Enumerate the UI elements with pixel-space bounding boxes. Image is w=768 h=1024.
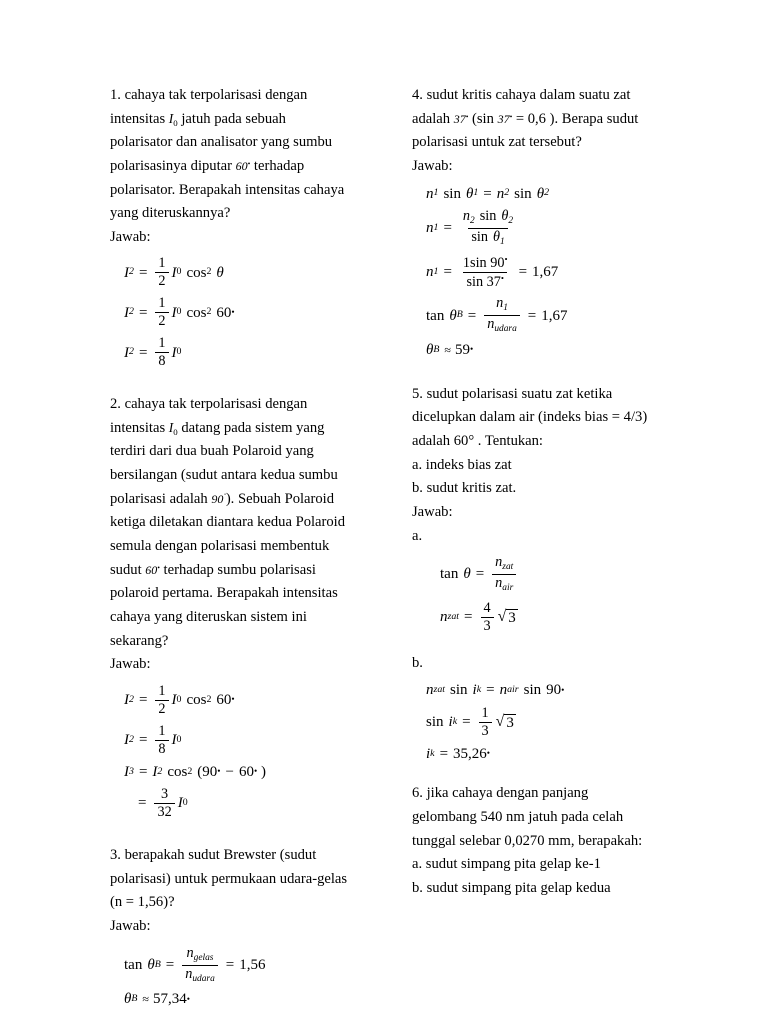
problem-3 — [110, 844, 368, 1008]
problem-4-eq-4: tan θ B = $\frac{n_1}{n_{udara}}$ = 1,67 — [426, 295, 568, 335]
p4-line2a: adalah — [412, 110, 451, 127]
p4-line2b: (sin — [472, 110, 494, 127]
problem-2-eq-4: = $\frac{3}{32}$ I 0 — [138, 786, 188, 821]
p3-line3: (n = 1,56)? — [110, 894, 175, 911]
problem-4-eq-3: n 1 = $\frac{1\sin 90^•}{\sin 37^•}$ = 1,67 — [426, 253, 559, 290]
column-left — [110, 84, 368, 1022]
p5-line3: adalah 60° . Tentukan: — [412, 432, 543, 449]
p2-line1: 2. cahaya tak terpolarisasi dengan — [110, 396, 308, 413]
problem-5-eq-a2: n zat = $\frac{4}{3}$ √ 3 — [440, 599, 516, 634]
problem-5-eq-b1: n zat sin i k = n air sin 90 • — [426, 682, 565, 699]
problem-3-jawab-label: Jawab: — [110, 918, 151, 935]
problem-6 — [412, 782, 670, 900]
value-37-deg: 37• — [453, 111, 469, 126]
problem-1 — [110, 84, 368, 369]
value-60-deg-2: 60• — [145, 562, 160, 577]
p5-line2: dicelupkan dalam air (indeks bias = 4/3) — [412, 409, 648, 426]
problem-6-text — [412, 782, 670, 900]
p3-line1: 3. berapakah sudut Brewster (sudut — [110, 847, 317, 864]
p2-line6: ketiga diletakan diantara kedua Polaroid — [110, 514, 346, 531]
problem-5-eq-b2: sin i k = $\frac{1}{3}$ √ 3 — [426, 704, 514, 739]
p4-line1: 4. sudut kritis cahaya dalam suatu zat — [412, 87, 631, 103]
p2-line9: polaroid pertama. Berapakah intensitas — [110, 585, 338, 602]
p6-line5: b. sudut simpang pita gelap kedua — [412, 879, 611, 896]
problem-4-eq-5: θ B ≈ 59 • — [426, 342, 474, 359]
problem-4-jawab-label: Jawab: — [412, 157, 453, 174]
p4-line3: polarisasi untuk zat tersebut? — [412, 134, 582, 151]
problem-1-eq-3: I 2 = $\frac{1}{8}$ I 0 — [124, 335, 182, 370]
problem-5-part-a-label: a. — [412, 527, 423, 544]
symbol-I0-2: $I_0$ — [168, 419, 178, 437]
problem-1-eq-2: I 2 = $\frac{1}{2}$ I 0 cos 2 60 • — [124, 295, 235, 330]
p2-line10: cahaya yang diteruskan sistem ini — [110, 608, 307, 625]
p1-line4b: terhadap — [253, 157, 305, 174]
p2-line3: terdiri dari dua buah Polaroid yang — [110, 443, 314, 460]
problem-2-text — [110, 393, 368, 653]
problem-4-eq-2: n 1 = $\frac{n_2 \sin \theta_2}{\sin \theta_1}$ — [426, 208, 514, 247]
p4-line2c: = 0,6 ). Berapa sudut — [515, 110, 639, 127]
p1-line6: yang diteruskannya? — [110, 205, 231, 222]
p2-line2a: intensitas — [110, 419, 166, 436]
problem-4-eq-1: n 1 sin θ 1 = n 2 sin θ 2 — [426, 185, 549, 202]
problem-5-part-b-label: b. — [412, 654, 423, 671]
problem-5-eq-b3: i k = 35,26 • — [426, 745, 491, 762]
problem-5 — [412, 383, 670, 763]
column-right — [412, 84, 670, 1022]
problem-1-eq-1: I 2 = $\frac{1}{2}$ I 0 cos 2 θ — [124, 255, 224, 290]
p2-line11: sekarang? — [110, 632, 169, 649]
p2-line5a: polarisasi adalah — [110, 490, 208, 507]
p2-line8a: sudut — [110, 561, 142, 578]
symbol-I0: $I_0$ — [168, 110, 178, 128]
problem-5-jawab-label: Jawab: — [412, 503, 453, 520]
problem-3-eq-2: θ B ≈ 57,34 • — [124, 991, 191, 1008]
p1-line4a: polarisasinya diputar — [110, 157, 232, 174]
problem-2-eq-3: I 3 = I 2 cos 2 (90 • − 60 • ) — [124, 763, 267, 780]
two-column-layout — [110, 84, 670, 1022]
p2-line7: semula dengan polarisasi membentuk — [110, 538, 330, 555]
sqrt-3-a: √ 3 — [497, 608, 516, 627]
problem-3-text — [110, 844, 368, 915]
p6-line3: tunggal selebar 0,0270 mm, berapakah: — [412, 832, 643, 849]
value-60-deg: 60• — [235, 158, 251, 173]
p1-line2b: jatuh pada sebuah — [181, 110, 286, 127]
p1-line2a: intensitas — [110, 110, 166, 127]
p3-line2: polarisasi) untuk permukaan udara-gelas — [110, 870, 348, 887]
problem-2-eq-2: I 2 = $\frac{1}{8}$ I 0 — [124, 722, 182, 757]
problem-4 — [412, 84, 670, 359]
p2-line4: bersilangan (sudut antara kedua sumbu — [110, 467, 338, 484]
sqrt-3-b: √ 3 — [495, 713, 514, 732]
p1-line3: polarisator dan analisator yang sumbu — [110, 134, 333, 151]
p2-line2b: datang pada sistem yang — [181, 419, 325, 436]
problem-5-eq-a1: tan θ = $\frac{n_{zat}}{n_{air}}$ — [440, 555, 670, 594]
problem-5-text — [412, 383, 670, 501]
problem-4-text — [412, 84, 670, 155]
p1-line5: polarisator. Berapakah intensitas cahaya — [110, 181, 345, 198]
p2-line8b: terhadap sumbu polarisasi — [163, 561, 316, 578]
problem-2-eq-1: I 2 = $\frac{1}{2}$ I 0 cos 2 60 • — [124, 682, 235, 717]
p2-line5b: ). Sebuah Polaroid — [225, 490, 335, 507]
value-90-deg: 90˚ — [211, 491, 226, 506]
problem-1-jawab-label: Jawab: — [110, 228, 151, 245]
problem-1-text — [110, 84, 368, 226]
p5-line4: a. indeks bias zat — [412, 456, 512, 473]
problem-2-jawab-label: Jawab: — [110, 656, 151, 673]
p5-line1: 5. sudut polarisasi suatu zat ketika — [412, 385, 613, 402]
p6-line1: 6. jika cahaya dengan panjang — [412, 785, 589, 802]
p5-line5: b. sudut kritis zat. — [412, 480, 517, 497]
problem-3-eq-1: tan θ B = $\frac{n_{gelas}}{n_{udara}}$ = 1,56 — [124, 944, 266, 984]
problem-2 — [110, 393, 368, 820]
p6-line2: gelombang 540 nm jatuh pada celah — [412, 808, 624, 825]
value-37-deg-2: 37• — [497, 111, 513, 126]
p1-line1: 1. cahaya tak terpolarisasi dengan — [110, 87, 308, 103]
p6-line4: a. sudut simpang pita gelap ke-1 — [412, 856, 601, 873]
